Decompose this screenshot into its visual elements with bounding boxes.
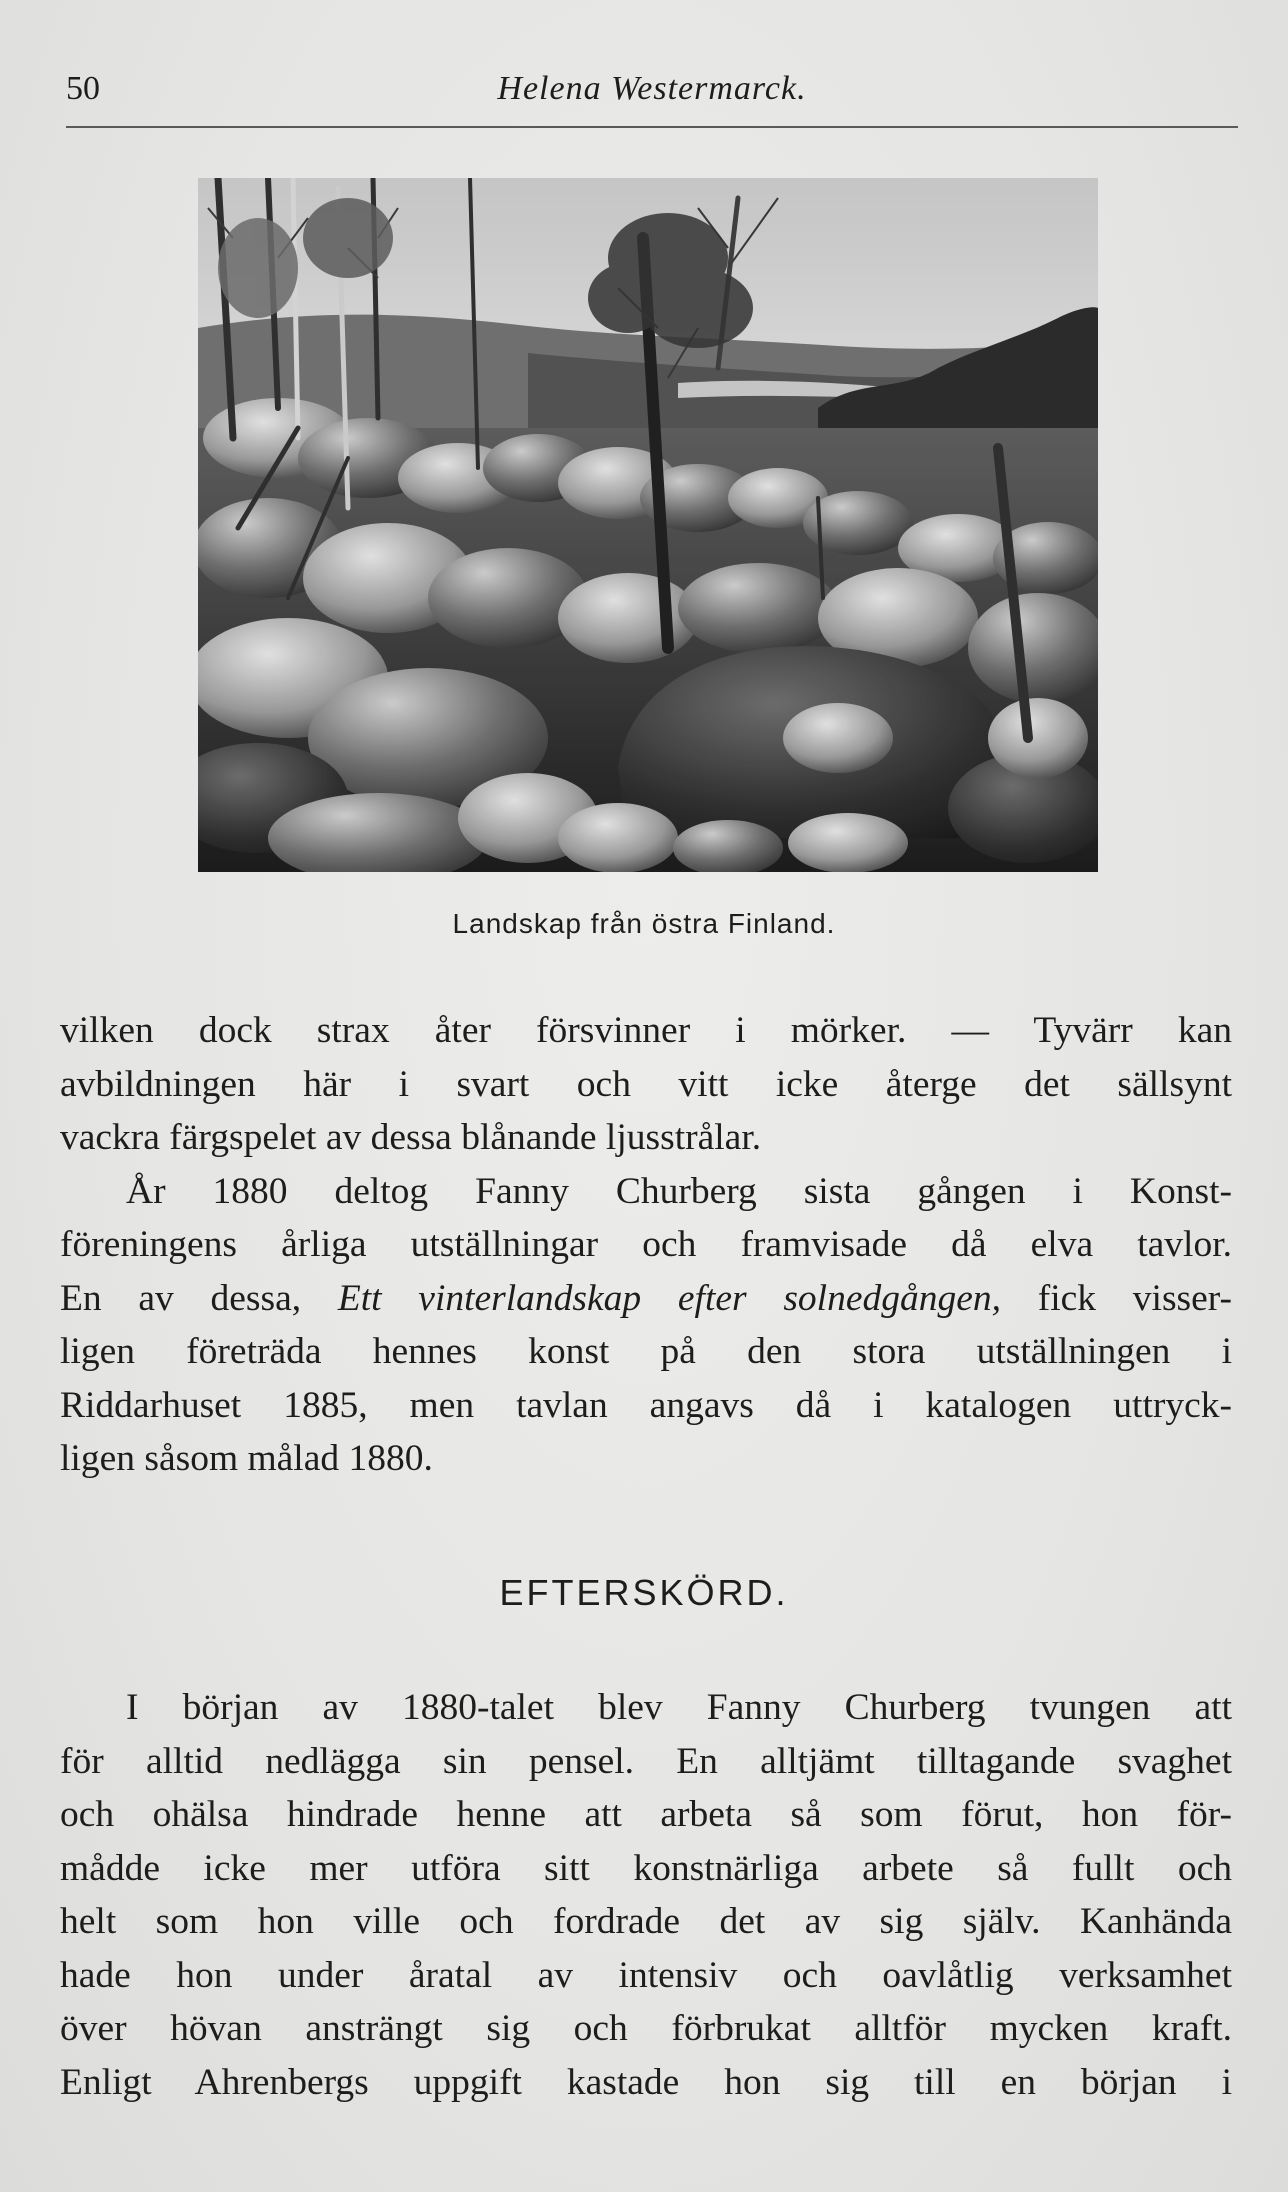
- text-line-with-title: [60, 1272, 1232, 1326]
- landscape-illustration: [198, 178, 1098, 872]
- text-line: Riddarhuset 1885, men tavlan angavs då i katalogen uttryck-: [60, 1384, 1232, 1426]
- figure-caption: Landskap från östra Finland.: [452, 908, 836, 939]
- text-line: ligen företräda hennes konst på den stora utställningen i: [60, 1331, 1232, 1372]
- painting-title: Ett vinterlandskap efter solnedgången,: [337, 1277, 1002, 1319]
- text-line: hade hon under åratal av intensiv och oavlåtlig verksamhet: [60, 1954, 1232, 1996]
- text-line: I början av 1880-talet blev Fanny Churberg tvungen att: [126, 1687, 1232, 1728]
- text-line: föreningens årliga utställningar och framvisade då elva tavlor.: [60, 1224, 1232, 1265]
- paragraph-continued: [60, 1004, 1232, 1165]
- paragraph-efterskord: [60, 1681, 1232, 2109]
- text-line: vilken dock strax åter försvinner i mörker. — Tyvärr kan: [60, 1010, 1232, 1051]
- text-line: vackra färgspelet av dessa blånande ljusstrålar.: [60, 1117, 762, 1158]
- text-line: för alltid nedlägga sin pensel. En alltjämt tilltagande svaghet: [60, 1740, 1232, 1782]
- text-line: ligen såsom målad 1880.: [60, 1438, 433, 1479]
- landscape-photo: [198, 178, 1098, 872]
- text-fragment: fick visser-: [1001, 1277, 1233, 1319]
- text-line: mådde icke mer utföra sitt konstnärliga arbete så fullt och: [60, 1847, 1232, 1889]
- text-line: och ohälsa hindrade henne att arbeta så som förut, hon för-: [60, 1794, 1232, 1835]
- running-title: Helena Westermarck.: [497, 70, 807, 107]
- text-line: helt som hon ville och fordrade det av sig själv. Kanhända: [60, 1901, 1232, 1942]
- page-header: [66, 66, 1238, 128]
- text-fragment: En av dessa,: [60, 1277, 338, 1319]
- text-line: År 1880 deltog Fanny Churberg sista gången i Konst-: [126, 1170, 1232, 1212]
- paragraph-exhibition: [60, 1165, 1232, 1486]
- page-number: 50: [66, 70, 100, 107]
- text-line: över hövan ansträngt sig och förbrukat alltför mycken kraft.: [60, 2008, 1232, 2049]
- section-heading: EFTERSKÖRD.: [499, 1572, 789, 1613]
- text-line: Enligt Ahrenbergs uppgift kastade hon sig till en början i: [60, 2061, 1232, 2103]
- text-line: avbildningen här i svart och vitt icke återge det sällsynt: [60, 1063, 1232, 1105]
